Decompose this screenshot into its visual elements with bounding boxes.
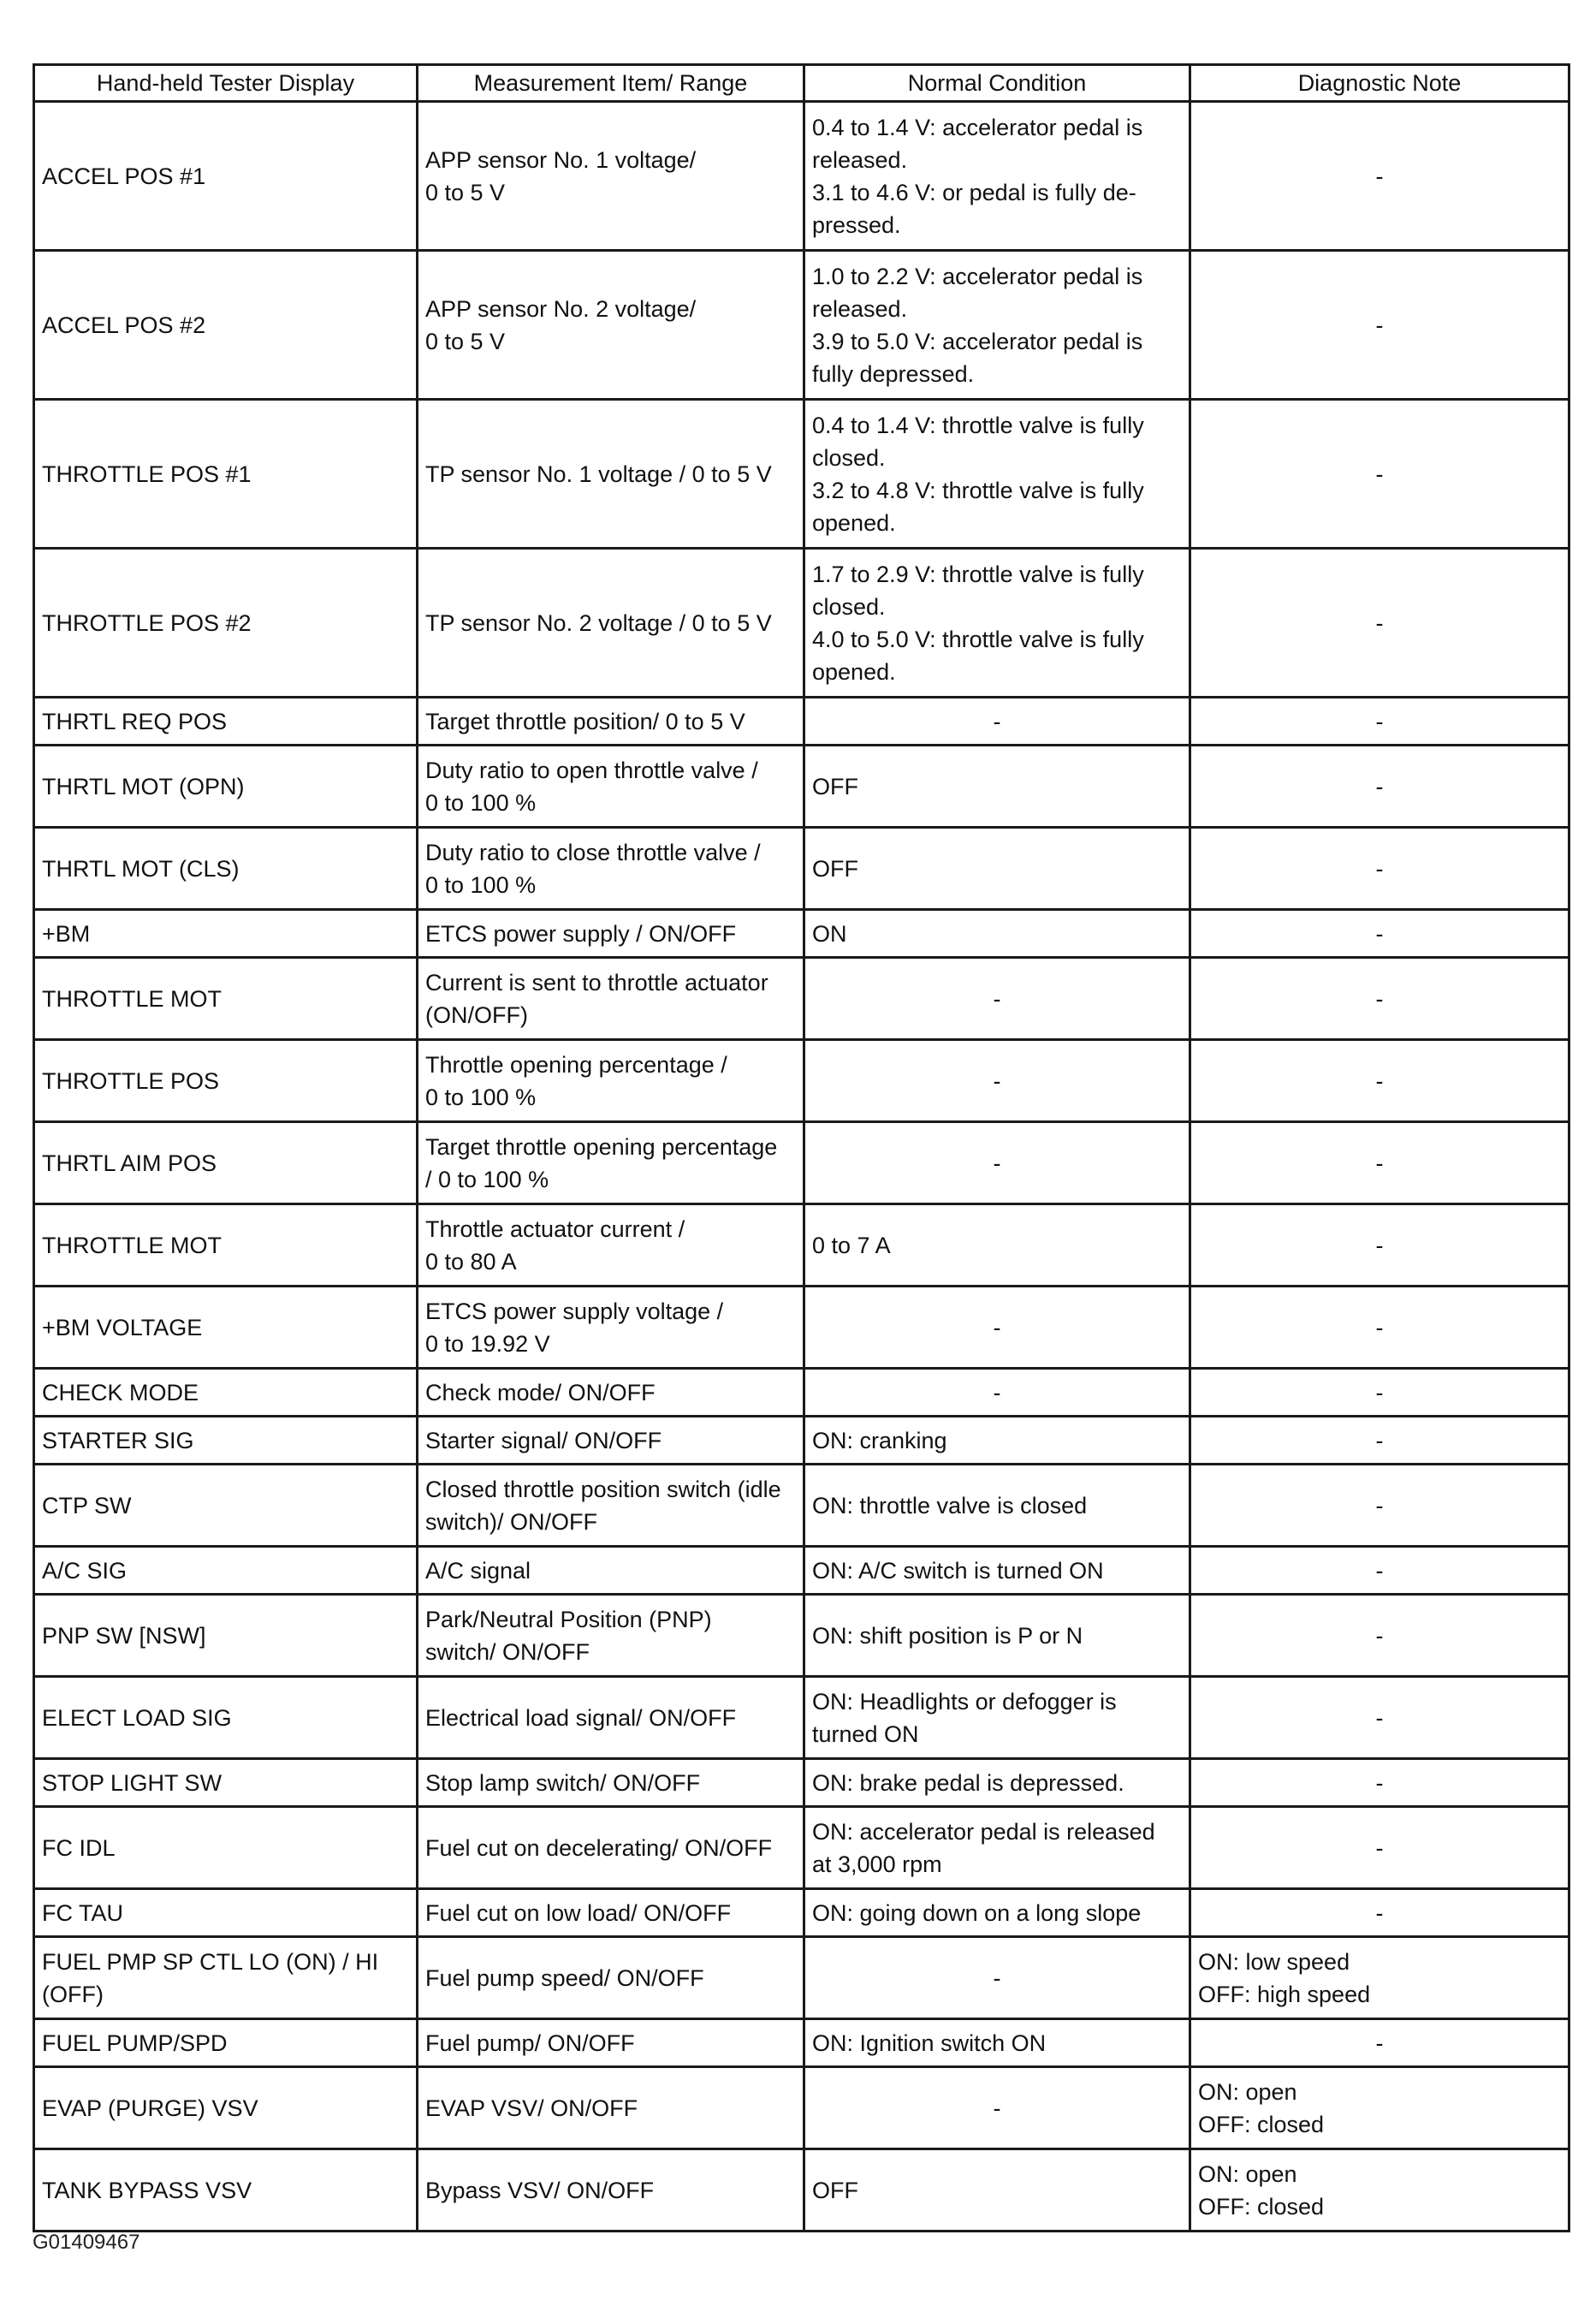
cell-line: released. — [812, 295, 908, 322]
cell-tester-display: CTP SW — [34, 1465, 418, 1547]
cell-measurement — [418, 1040, 804, 1122]
cell-line: closed. — [812, 444, 886, 471]
cell-line: ON — [812, 920, 847, 947]
cell-normal-condition — [804, 1369, 1190, 1417]
cell-line: ETCS power supply / ON/OFF — [425, 920, 737, 947]
data-list-table — [33, 63, 1570, 2232]
cell-tester-display: THROTTLE POS #2 — [34, 549, 418, 698]
cell-line: 0 to 19.92 V — [425, 1330, 550, 1357]
cell-line: 0 to 100 % — [425, 871, 537, 898]
cell-line: - — [1375, 1067, 1384, 1094]
cell-normal-condition — [804, 958, 1190, 1040]
cell-line: - — [1375, 1427, 1384, 1453]
cell-measurement — [418, 2019, 804, 2067]
cell-measurement — [418, 1595, 804, 1677]
cell-measurement — [418, 1759, 804, 1807]
cell-tester-display: FC IDL — [34, 1807, 418, 1889]
cell-line: - — [1375, 708, 1384, 734]
cell-normal-condition — [804, 828, 1190, 910]
cell-line: ON: A/C switch is turned ON — [812, 1557, 1104, 1584]
cell-line: APP sensor No. 1 voltage/ — [425, 146, 697, 173]
cell-line: ON: Ignition switch ON — [812, 2030, 1047, 2056]
cell-diagnostic-note — [1190, 2067, 1569, 2149]
cell-line: - — [1375, 1379, 1384, 1406]
cell-line: - — [1375, 461, 1384, 487]
cell-normal-condition — [804, 1807, 1190, 1889]
cell-line: turned ON — [812, 1721, 919, 1747]
cell-normal-condition — [804, 1889, 1190, 1937]
cell-line: Duty ratio to close throttle valve / — [425, 839, 761, 865]
cell-line: Fuel cut on low load/ ON/OFF — [425, 1899, 732, 1926]
cell-tester-display: THROTTLE MOT — [34, 1204, 418, 1287]
cell-normal-condition — [804, 1122, 1190, 1204]
cell-tester-display: STOP LIGHT SW — [34, 1759, 418, 1807]
cell-diagnostic-note — [1190, 1122, 1569, 1204]
cell-measurement — [418, 698, 804, 746]
cell-measurement — [418, 400, 804, 549]
cell-line: 0 to 7 A — [812, 1232, 891, 1258]
header-diagnostic-note: Diagnostic Note — [1190, 65, 1569, 102]
cell-diagnostic-note — [1190, 1369, 1569, 1417]
cell-line: Fuel pump/ ON/OFF — [425, 2030, 635, 2056]
table-row — [34, 549, 1569, 698]
cell-line: ON: Headlights or defogger is — [812, 1688, 1117, 1715]
cell-normal-condition — [804, 1937, 1190, 2019]
cell-line: - — [1375, 855, 1384, 882]
figure-id: G01409467 — [33, 2231, 140, 2254]
cell-measurement — [418, 2067, 804, 2149]
cell-line: released. — [812, 146, 908, 173]
cell-line: 0 to 100 % — [425, 1084, 537, 1110]
cell-normal-condition — [804, 698, 1190, 746]
cell-line: EVAP VSV/ ON/OFF — [425, 2095, 638, 2121]
cell-tester-display: ACCEL POS #2 — [34, 251, 418, 400]
cell-line: (ON/OFF) — [425, 1001, 528, 1028]
header-measurement-item: Measurement Item/ Range — [418, 65, 804, 102]
cell-line: fully depressed. — [812, 360, 975, 387]
cell-line: - — [1375, 1492, 1384, 1519]
cell-measurement — [418, 958, 804, 1040]
cell-line: OFF: closed — [1198, 2111, 1325, 2137]
cell-tester-display: STARTER SIG — [34, 1417, 418, 1465]
cell-line: 3.2 to 4.8 V: throttle valve is fully — [812, 477, 1144, 503]
cell-line: - — [1375, 1834, 1384, 1861]
cell-line: Target throttle opening percentage — [425, 1133, 778, 1160]
cell-line: OFF: high speed — [1198, 1981, 1371, 2007]
cell-normal-condition — [804, 1287, 1190, 1369]
cell-diagnostic-note — [1190, 1677, 1569, 1759]
cell-tester-display: ELECT LOAD SIG — [34, 1677, 418, 1759]
table-row — [34, 828, 1569, 910]
table-row — [34, 1937, 1569, 2019]
cell-line: switch)/ ON/OFF — [425, 1508, 597, 1535]
cell-tester-display: CHECK MODE — [34, 1369, 418, 1417]
cell-tester-display: ACCEL POS #1 — [34, 102, 418, 251]
cell-tester-display: FC TAU — [34, 1889, 418, 1937]
cell-line: OFF — [812, 773, 858, 799]
cell-normal-condition — [804, 1465, 1190, 1547]
cell-line: Closed throttle position switch (idle — [425, 1476, 781, 1502]
cell-measurement — [418, 1287, 804, 1369]
cell-line: - — [1375, 609, 1384, 636]
cell-line: APP sensor No. 2 voltage/ — [425, 295, 697, 322]
cell-line: 0 to 100 % — [425, 789, 537, 816]
cell-measurement — [418, 1369, 804, 1417]
cell-measurement — [418, 1122, 804, 1204]
cell-diagnostic-note — [1190, 1759, 1569, 1807]
cell-tester-display: THRTL MOT (CLS) — [34, 828, 418, 910]
table-row — [34, 910, 1569, 958]
cell-line: 1.7 to 2.9 V: throttle valve is fully — [812, 561, 1144, 587]
cell-normal-condition — [804, 2067, 1190, 2149]
cell-diagnostic-note — [1190, 1040, 1569, 1122]
cell-normal-condition — [804, 1204, 1190, 1287]
cell-normal-condition — [804, 1547, 1190, 1595]
cell-line: Throttle actuator current / — [425, 1215, 685, 1242]
cell-line: / 0 to 100 % — [425, 1166, 549, 1192]
cell-line: TP sensor No. 1 voltage / 0 to 5 V — [425, 461, 772, 487]
cell-line: ON: shift position is P or N — [812, 1622, 1083, 1649]
table-row — [34, 1759, 1569, 1807]
cell-measurement — [418, 1677, 804, 1759]
cell-line: Current is sent to throttle actuator — [425, 969, 768, 996]
cell-line: - — [993, 1314, 1001, 1340]
cell-line: - — [1375, 1557, 1384, 1584]
cell-line: - — [1375, 985, 1384, 1012]
table-row — [34, 1547, 1569, 1595]
cell-measurement — [418, 1889, 804, 1937]
cell-line: OFF: closed — [1198, 2193, 1325, 2220]
table-row — [34, 1417, 1569, 1465]
cell-line: - — [993, 1379, 1001, 1406]
cell-tester-display: THROTTLE MOT — [34, 958, 418, 1040]
cell-line: 1.0 to 2.2 V: accelerator pedal is — [812, 263, 1143, 289]
cell-line: - — [993, 2095, 1001, 2121]
cell-line: Stop lamp switch/ ON/OFF — [425, 1769, 701, 1796]
table-row — [34, 1889, 1569, 1937]
cell-measurement — [418, 2149, 804, 2232]
cell-line: - — [1375, 312, 1384, 338]
table-row — [34, 2149, 1569, 2232]
cell-line: 3.1 to 4.6 V: or pedal is fully de- — [812, 179, 1136, 205]
cell-line: Bypass VSV/ ON/OFF — [425, 2177, 655, 2203]
cell-diagnostic-note — [1190, 2019, 1569, 2067]
cell-line: 0 to 5 V — [425, 179, 506, 205]
cell-line: - — [993, 1067, 1001, 1094]
cell-line: - — [1375, 163, 1384, 189]
cell-diagnostic-note — [1190, 1417, 1569, 1465]
table-row — [34, 1040, 1569, 1122]
cell-line: 0.4 to 1.4 V: throttle valve is fully — [812, 412, 1144, 438]
cell-line: - — [1375, 773, 1384, 799]
cell-diagnostic-note — [1190, 1889, 1569, 1937]
cell-line: ON: going down on a long slope — [812, 1899, 1142, 1926]
cell-line: - — [993, 708, 1001, 734]
cell-normal-condition — [804, 1759, 1190, 1807]
cell-line: opened. — [812, 509, 896, 536]
cell-line: closed. — [812, 593, 886, 620]
cell-diagnostic-note — [1190, 2149, 1569, 2232]
table-row — [34, 1122, 1569, 1204]
cell-tester-display: THRTL REQ POS — [34, 698, 418, 746]
table-row — [34, 1807, 1569, 1889]
cell-normal-condition — [804, 251, 1190, 400]
cell-measurement — [418, 1547, 804, 1595]
cell-line: ETCS power supply voltage / — [425, 1298, 724, 1324]
cell-measurement — [418, 1465, 804, 1547]
cell-line: OFF — [812, 2177, 858, 2203]
table-row — [34, 1369, 1569, 1417]
cell-diagnostic-note — [1190, 1937, 1569, 2019]
cell-line: Fuel pump speed/ ON/OFF — [425, 1964, 704, 1991]
table-row — [34, 400, 1569, 549]
cell-normal-condition — [804, 2019, 1190, 2067]
cell-line: - — [1375, 1704, 1384, 1731]
cell-line: Park/Neutral Position (PNP) — [425, 1606, 712, 1632]
cell-line: - — [993, 985, 1001, 1012]
cell-diagnostic-note — [1190, 549, 1569, 698]
cell-line: - — [1375, 920, 1384, 947]
table-row — [34, 251, 1569, 400]
table-row — [34, 1204, 1569, 1287]
header-tester-display: Hand-held Tester Display — [34, 65, 418, 102]
cell-diagnostic-note — [1190, 400, 1569, 549]
cell-tester-display: EVAP (PURGE) VSV — [34, 2067, 418, 2149]
cell-diagnostic-note — [1190, 828, 1569, 910]
cell-line: ON: open — [1198, 2078, 1297, 2105]
table-row — [34, 746, 1569, 828]
cell-measurement — [418, 1807, 804, 1889]
cell-line: Starter signal/ ON/OFF — [425, 1427, 662, 1453]
cell-line: Duty ratio to open throttle valve / — [425, 757, 758, 783]
table-row — [34, 1595, 1569, 1677]
table-row — [34, 1677, 1569, 1759]
cell-normal-condition — [804, 1595, 1190, 1677]
cell-diagnostic-note — [1190, 910, 1569, 958]
cell-measurement — [418, 1417, 804, 1465]
cell-line: Target throttle position/ 0 to 5 V — [425, 708, 745, 734]
cell-normal-condition — [804, 1040, 1190, 1122]
cell-line: - — [1375, 1769, 1384, 1796]
cell-line: - — [993, 1150, 1001, 1176]
cell-tester-display: THRTL AIM POS — [34, 1122, 418, 1204]
cell-line: A/C signal — [425, 1557, 531, 1584]
cell-measurement — [418, 251, 804, 400]
cell-measurement — [418, 828, 804, 910]
cell-normal-condition — [804, 549, 1190, 698]
cell-diagnostic-note — [1190, 102, 1569, 251]
cell-measurement — [418, 102, 804, 251]
cell-diagnostic-note — [1190, 958, 1569, 1040]
cell-tester-display: FUEL PUMP/SPD — [34, 2019, 418, 2067]
cell-line: pressed. — [812, 211, 901, 238]
cell-line: Electrical load signal/ ON/OFF — [425, 1704, 737, 1731]
cell-line: ON: throttle valve is closed — [812, 1492, 1088, 1519]
table-row — [34, 1287, 1569, 1369]
cell-line: - — [1375, 1622, 1384, 1649]
cell-tester-display: PNP SW [NSW] — [34, 1595, 418, 1677]
cell-tester-display: FUEL PMP SP CTL LO (ON) / HI (OFF) — [34, 1937, 418, 2019]
cell-line: - — [1375, 1150, 1384, 1176]
cell-diagnostic-note — [1190, 1807, 1569, 1889]
cell-normal-condition — [804, 1417, 1190, 1465]
cell-diagnostic-note — [1190, 1204, 1569, 1287]
cell-diagnostic-note — [1190, 251, 1569, 400]
cell-measurement — [418, 1937, 804, 2019]
cell-diagnostic-note — [1190, 1547, 1569, 1595]
cell-normal-condition — [804, 400, 1190, 549]
cell-tester-display: +BM VOLTAGE — [34, 1287, 418, 1369]
cell-line: Throttle opening percentage / — [425, 1051, 727, 1078]
cell-diagnostic-note — [1190, 1287, 1569, 1369]
cell-tester-display: TANK BYPASS VSV — [34, 2149, 418, 2232]
table-header-row — [34, 65, 1569, 102]
cell-normal-condition — [804, 102, 1190, 251]
table-row — [34, 958, 1569, 1040]
table-row — [34, 2019, 1569, 2067]
cell-line: 0 to 5 V — [425, 328, 506, 354]
cell-measurement — [418, 549, 804, 698]
cell-tester-display: THROTTLE POS #1 — [34, 400, 418, 549]
cell-line: ON: open — [1198, 2160, 1297, 2187]
cell-tester-display: A/C SIG — [34, 1547, 418, 1595]
cell-line: 0.4 to 1.4 V: accelerator pedal is — [812, 114, 1143, 140]
cell-line: TP sensor No. 2 voltage / 0 to 5 V — [425, 609, 772, 636]
cell-line: ON: cranking — [812, 1427, 947, 1453]
cell-line: - — [1375, 1314, 1384, 1340]
cell-line: at 3,000 rpm — [812, 1851, 942, 1877]
cell-line: - — [1375, 2030, 1384, 2056]
cell-line: OFF — [812, 855, 858, 882]
cell-diagnostic-note — [1190, 746, 1569, 828]
cell-measurement — [418, 1204, 804, 1287]
table-row — [34, 102, 1569, 251]
cell-line: opened. — [812, 658, 896, 685]
cell-line: Check mode/ ON/OFF — [425, 1379, 656, 1406]
cell-line: ON: accelerator pedal is released — [812, 1818, 1155, 1845]
cell-tester-display: +BM — [34, 910, 418, 958]
cell-diagnostic-note — [1190, 1595, 1569, 1677]
cell-measurement — [418, 746, 804, 828]
cell-diagnostic-note — [1190, 698, 1569, 746]
cell-normal-condition — [804, 1677, 1190, 1759]
cell-normal-condition — [804, 910, 1190, 958]
cell-diagnostic-note — [1190, 1465, 1569, 1547]
cell-normal-condition — [804, 746, 1190, 828]
cell-line: switch/ ON/OFF — [425, 1638, 590, 1665]
cell-line: ON: low speed — [1198, 1948, 1350, 1975]
table-row — [34, 1465, 1569, 1547]
cell-line: - — [993, 1964, 1001, 1991]
cell-line: 0 to 80 A — [425, 1248, 517, 1275]
cell-line: ON: brake pedal is depressed. — [812, 1769, 1124, 1796]
header-normal-condition: Normal Condition — [804, 65, 1190, 102]
cell-line: 3.9 to 5.0 V: accelerator pedal is — [812, 328, 1143, 354]
cell-line: - — [1375, 1232, 1384, 1258]
table-row — [34, 2067, 1569, 2149]
cell-tester-display: THROTTLE POS — [34, 1040, 418, 1122]
cell-tester-display: THRTL MOT (OPN) — [34, 746, 418, 828]
cell-normal-condition — [804, 2149, 1190, 2232]
cell-line: 4.0 to 5.0 V: throttle valve is fully — [812, 626, 1144, 652]
table-body — [34, 102, 1569, 2232]
table-row — [34, 698, 1569, 746]
cell-line: - — [1375, 1899, 1384, 1926]
cell-line: Fuel cut on decelerating/ ON/OFF — [425, 1834, 773, 1861]
cell-measurement — [418, 910, 804, 958]
